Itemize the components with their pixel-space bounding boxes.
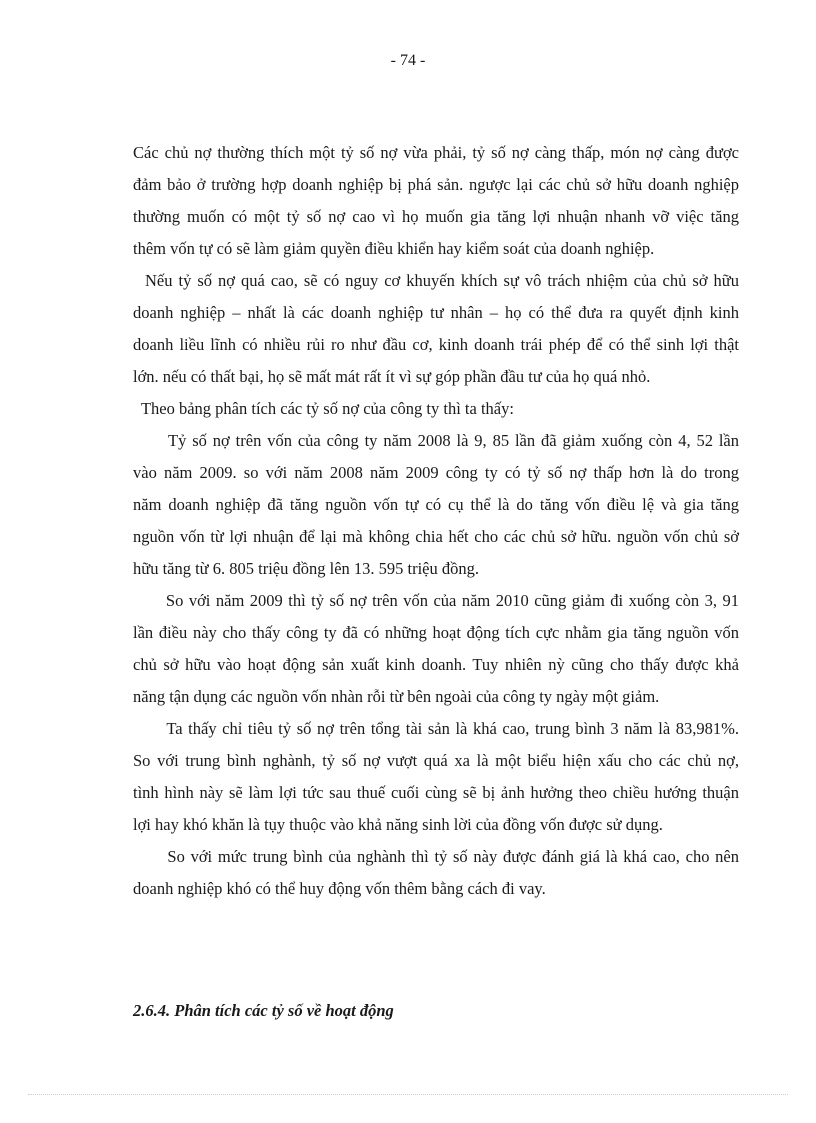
text-line: năng tận dụng các nguồn vốn nhàn rỗi từ bên ngoài của công ty ngày một giảm. bbox=[133, 687, 660, 706]
text-line: Theo bảng phân tích các tỷ số nợ của công ty thì ta thấy: bbox=[133, 399, 514, 418]
text-line: So với trung bình nghành, tỷ số nợ vượt quá xa là một biểu hiện xấu cho các chủ nợ, bbox=[133, 751, 739, 770]
text-line: Nếu tỷ số nợ quá cao, sẽ có nguy cơ khuyến khích sự vô trách nhiệm của chủ sở hữu bbox=[133, 271, 739, 290]
text-line: thêm vốn tự có sẽ làm giảm quyền điều khiển hay kiểm soát của doanh nghiệp. bbox=[133, 239, 655, 258]
text-line: thường muốn có một tỷ số nợ cao vì họ muốn gia tăng lợi nhuận nhanh vỡ việc tăng bbox=[133, 207, 739, 226]
text-line: vào năm 2009. so với năm 2008 năm 2009 công ty có tỷ số nợ thấp hơn là do trong bbox=[133, 463, 739, 482]
text-line: hữu tăng từ 6. 805 triệu đồng lên 13. 595 triệu đồng. bbox=[133, 559, 480, 578]
text-line: Các chủ nợ thường thích một tỷ số nợ vừa phải, tỷ số nợ càng thấp, món nợ càng được bbox=[133, 143, 739, 162]
text-line: So với mức trung bình của nghành thì tỷ số này được đánh giá là khá cao, cho nên bbox=[133, 847, 739, 866]
text-line: năm doanh nghiệp đã tăng nguồn vốn tự có cụ thể là do tăng vốn điều lệ và gia tăng bbox=[133, 495, 739, 514]
text-line: lợi hay khó khăn là tụy thuộc vào khả năng sinh lời của đồng vốn được sử dụng. bbox=[133, 815, 663, 834]
text-line: doanh liều lĩnh có nhiều rủi ro như đầu cơ, kinh doanh trái phép để có thể sinh lợi thật bbox=[133, 335, 739, 354]
text-line: Ta thấy chỉ tiêu tỷ số nợ trên tổng tài sản là khá cao, trung bình 3 năm là 83,981%. bbox=[133, 719, 739, 738]
text-line: Tỷ số nợ trên vốn của công ty năm 2008 là 9, 85 lần đã giảm xuống còn 4, 52 lần bbox=[133, 431, 739, 450]
text-line: lớn. nếu có thất bại, họ sẽ mất mát rất ít vì sự góp phần đầu tư của họ quá nhỏ. bbox=[133, 367, 651, 386]
footer-rule bbox=[28, 1094, 788, 1095]
text-line: chủ sở hữu vào hoạt động sản xuất kinh doanh. Tuy nhiên nỳ cũng cho thấy được khả bbox=[133, 655, 739, 674]
text-line: tình hình này sẽ làm lợi tức sau thuế cuối cùng sẽ bị ảnh hưởng theo chiều hướng thuận bbox=[133, 783, 739, 802]
text-line: So với năm 2009 thì tỷ số nợ trên vốn của năm 2010 cũng giảm đi xuống còn 3, 91 bbox=[133, 591, 739, 610]
page-number: - 74 - bbox=[390, 52, 426, 69]
text-line: doanh nghiệp khó có thể huy động vốn thêm bằng cách đi vay. bbox=[133, 879, 546, 898]
section-heading: 2.6.4. Phân tích các tỷ số về hoạt động bbox=[133, 1001, 394, 1020]
text-line: nguồn vốn từ lợi nhuận để lại mà không chia hết cho các chủ sở hữu. nguồn vốn chủ sở bbox=[133, 527, 739, 546]
text-line: đảm bảo ở trường hợp doanh nghiệp bị phá sản. ngược lại các chủ sở hữu doanh nghiệp bbox=[133, 175, 739, 194]
text-line: doanh nghiệp – nhất là các doanh nghiệp tư nhân – họ có thể đưa ra quyết định kinh bbox=[133, 303, 739, 322]
text-line: lần điều này cho thấy công ty đã có những hoạt động tích cực nhằm gia tăng nguồn vốn bbox=[133, 623, 739, 642]
